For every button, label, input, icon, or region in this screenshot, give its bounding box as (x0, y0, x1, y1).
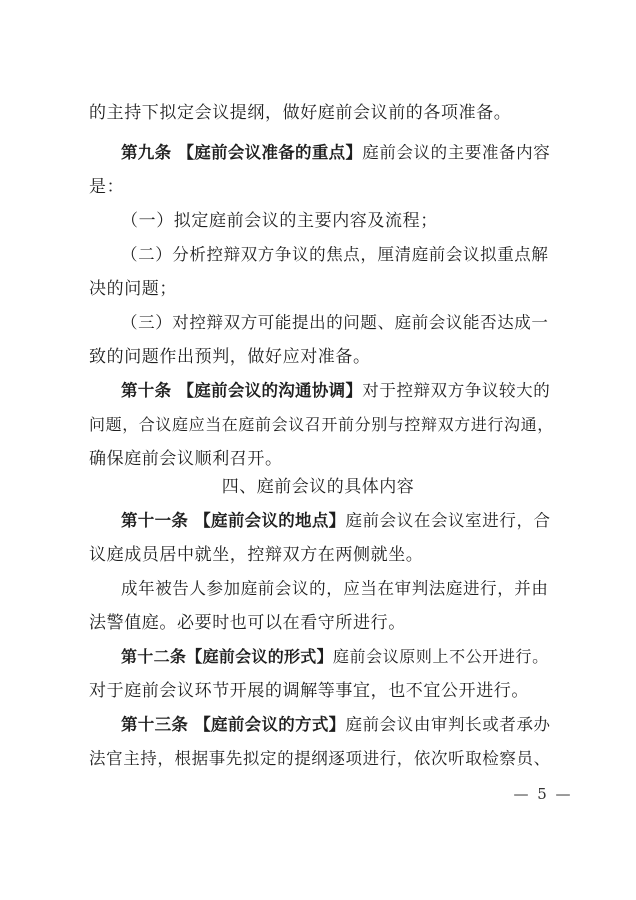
article-12-line (121, 642, 559, 672)
paragraph-line: 成年被告人参加庭前会议的，应当在审判法庭进行，并由 (121, 579, 549, 598)
section-heading: 四、庭前会议的具体内容 (221, 477, 415, 497)
paragraph-line: 对于庭前会议环节开展的调解等事宜，也不宜公开进行。 (89, 681, 529, 701)
article-9-text: 庭前会议的主要准备内容 (362, 143, 551, 162)
article-11-heading: 第十一条 【庭前会议的地点】 (121, 511, 346, 530)
article-12-text: 庭前会议原则上不公开进行。 (332, 647, 549, 666)
paragraph-line: 法官主持，根据事先拟定的提纲逐项进行，依次听取检察员、 (89, 749, 551, 768)
list-item-3: （三）对控辩双方可能提出的问题、庭前会议能否达成一 (121, 313, 549, 332)
article-11-text: 庭前会议在会议室进行，合 (345, 511, 551, 530)
article-13-heading: 第十三条 【庭前会议的方式】 (121, 715, 346, 734)
article-10-heading: 第十条 【庭前会议的沟通协调】 (121, 381, 363, 400)
article-9-heading: 第九条 【庭前会议准备的重点】 (121, 143, 363, 162)
paragraph-line: 是： (89, 177, 125, 197)
paragraph-line: 致的问题作出预判，做好应对准备。 (89, 347, 371, 367)
article-9-line (121, 138, 559, 168)
page-number: — 5 — (513, 785, 573, 803)
paragraph-line: 决的问题； (89, 279, 177, 299)
paragraph-line: 问题，合议庭应当在庭前会议召开前分别与控辩双方进行沟通， (89, 415, 554, 434)
paragraph-line: 确保庭前会议顺利召开。 (89, 449, 283, 469)
article-10-line (121, 376, 559, 406)
paragraph-line: 议庭成员居中就坐，控辩双方在两侧就坐。 (89, 545, 424, 565)
list-item-2: （二）分析控辩双方争议的焦点，厘清庭前会议拟重点解 (121, 245, 549, 264)
article-11-line (121, 506, 559, 536)
paragraph-line: 的主持下拟定会议提纲，做好庭前会议前的各项准备。 (89, 103, 512, 123)
article-13-line (121, 710, 559, 740)
article-10-text: 对于控辩双方争议较大的 (362, 381, 551, 400)
article-13-text: 庭前会议由审判长或者承办 (345, 715, 551, 734)
paragraph-line: 法警值庭。必要时也可以在看守所进行。 (89, 613, 406, 633)
list-item-1: （一）拟定庭前会议的主要内容及流程； (121, 211, 438, 231)
article-12-heading: 第十二条【庭前会议的形式】 (121, 647, 333, 666)
